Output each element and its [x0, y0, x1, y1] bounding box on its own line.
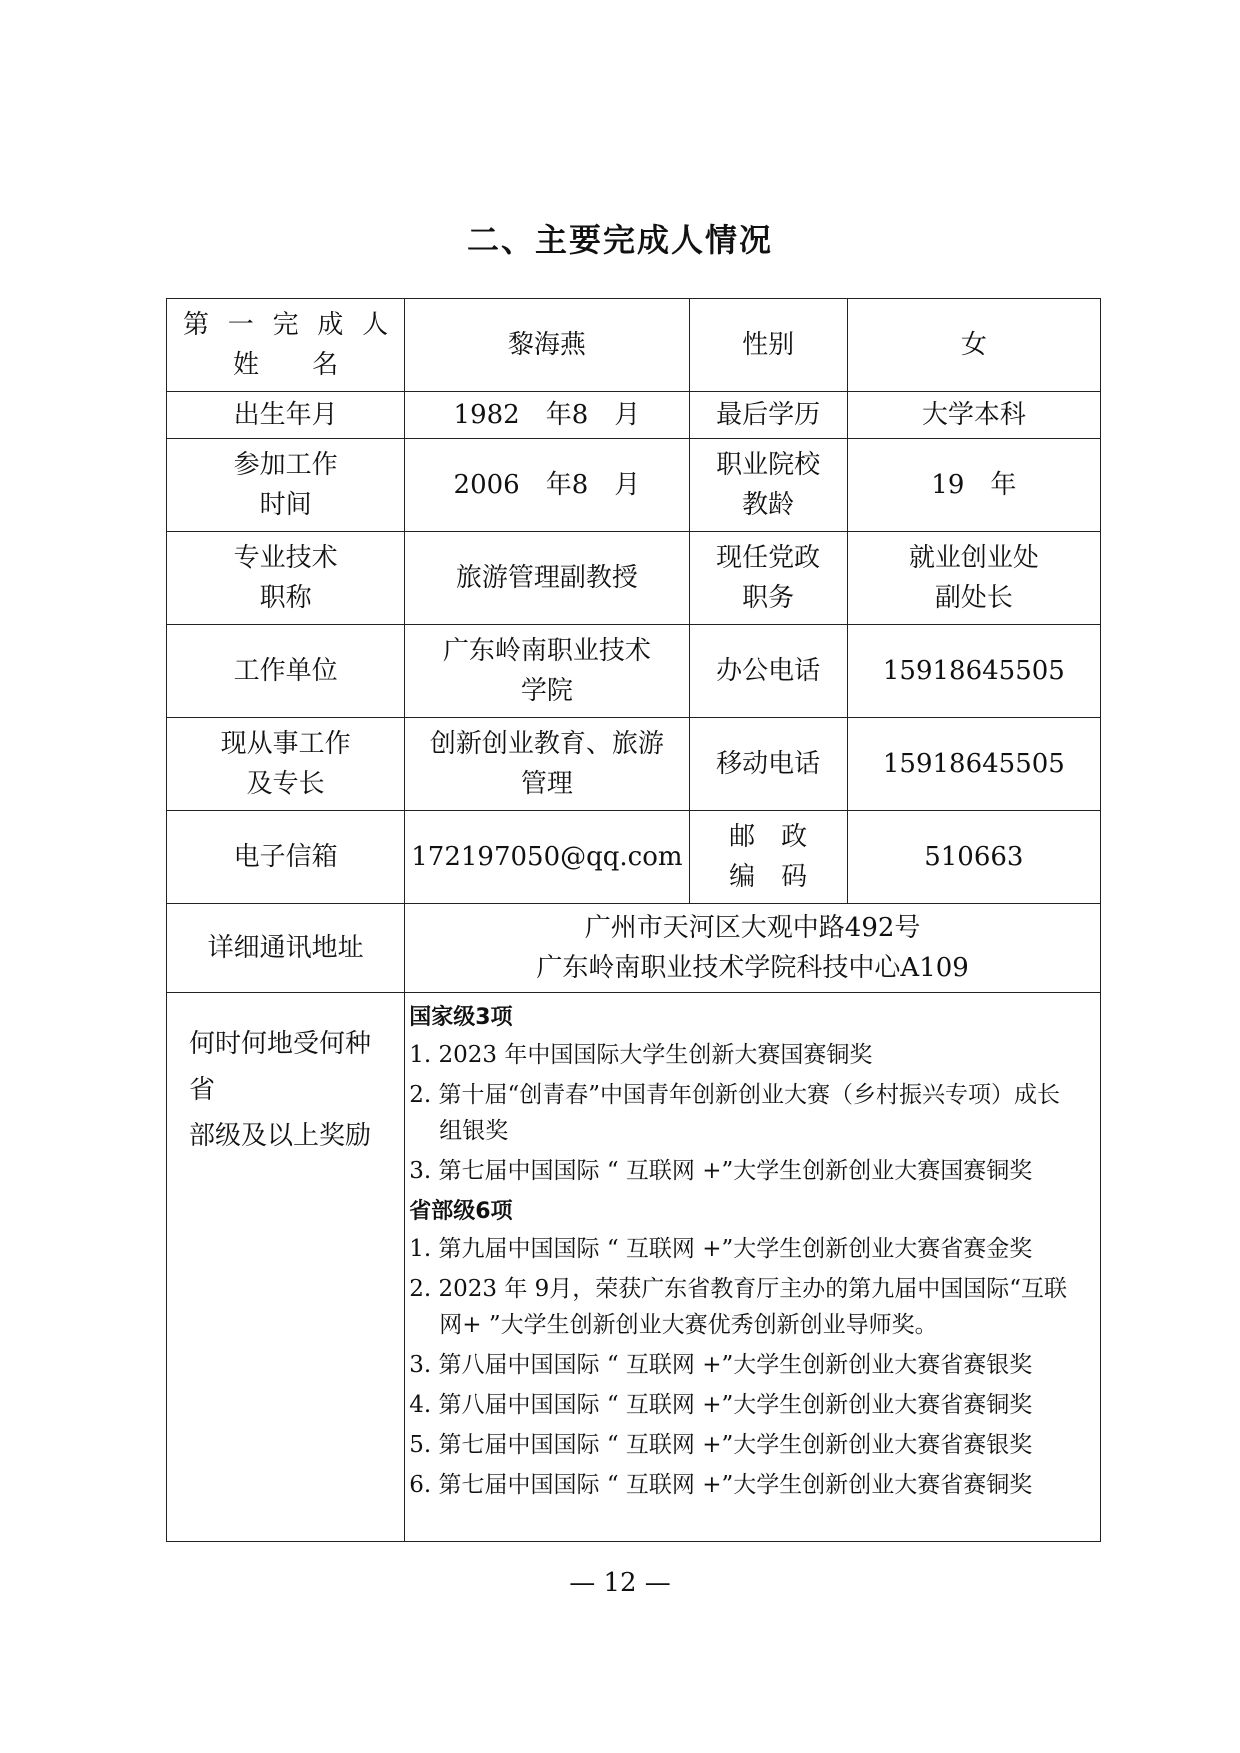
- office-phone-label: 办公电话: [689, 625, 847, 718]
- table-row: [167, 439, 1101, 532]
- list-item: 4. 第八届中国国际 “ 互联网 +”大学生创新创业大赛省赛铜奖: [409, 1392, 1033, 1418]
- list-item: 3. 第八届中国国际 “ 互联网 +”大学生创新创业大赛省赛银奖: [409, 1352, 1033, 1378]
- page-number: — 12 —: [569, 1568, 671, 1598]
- table-row: [167, 625, 1101, 718]
- list-item: 5. 第七届中国国际 “ 互联网 +”大学生创新创业大赛省赛银奖: [409, 1432, 1033, 1458]
- gender-label: 性别: [689, 299, 847, 392]
- education-value: 大学本科: [847, 392, 1100, 439]
- teaching-years-value: 19 年: [847, 439, 1100, 532]
- position-value: 就业创业处 副处长: [847, 532, 1100, 625]
- table-row: [167, 811, 1101, 904]
- list-item: 1. 第九届中国国际 “ 互联网 +”大学生创新创业大赛省赛金奖: [409, 1236, 1033, 1262]
- provincial-awards-header: 省部级6项: [409, 1199, 513, 1224]
- table-row: [167, 299, 1101, 392]
- list-item: 2. 2023 年 9月，荣获广东省教育厅主办的第九届中国国际“互联网+ ”大学生创新创业大赛优秀创新创业导师奖。: [409, 1276, 1068, 1338]
- name-value: 黎海燕: [405, 299, 689, 392]
- postcode-value: 510663: [847, 811, 1100, 904]
- awards-label: 何时何地受何种 省 部级及以上奖励: [167, 993, 405, 1542]
- mobile-phone-label: 移动电话: [689, 718, 847, 811]
- list-item: 2. 第十届“创青春”中国青年创新创业大赛（乡村振兴专项）成长组银奖: [409, 1082, 1061, 1144]
- awards-list: [405, 993, 1101, 1542]
- gender-value: 女: [847, 299, 1100, 392]
- email-label: 电子信箱: [167, 811, 405, 904]
- mobile-phone-value: 15918645505: [847, 718, 1100, 811]
- work-start-value: 2006 年8 月: [405, 439, 689, 532]
- birth-label: 出生年月: [167, 392, 405, 439]
- personal-info-table: [166, 298, 1101, 1542]
- list-item: 1. 2023 年中国国际大学生创新大赛国赛铜奖: [409, 1042, 873, 1068]
- birth-value: 1982 年8 月: [405, 392, 689, 439]
- address-value: 广州市天河区大观中路492号 广东岭南职业技术学院科技中心A109: [405, 904, 1101, 993]
- table-row: [167, 718, 1101, 811]
- education-label: 最后学历: [689, 392, 847, 439]
- professional-title-label: 专业技术 职称: [167, 532, 405, 625]
- position-label: 现任党政 职务: [689, 532, 847, 625]
- employer-value: 广东岭南职业技术 学院: [405, 625, 689, 718]
- table-row: [167, 904, 1101, 993]
- table-row: [167, 532, 1101, 625]
- professional-title-value: 旅游管理副教授: [405, 532, 689, 625]
- table-row: [167, 993, 1101, 1542]
- work-start-label: 参加工作 时间: [167, 439, 405, 532]
- address-label: 详细通讯地址: [167, 904, 405, 993]
- employer-label: 工作单位: [167, 625, 405, 718]
- email-value: 172197050@qq.com: [405, 811, 689, 904]
- list-item: 6. 第七届中国国际 “ 互联网 +”大学生创新创业大赛省赛铜奖: [409, 1472, 1033, 1498]
- name-label: 第 一 完 成 人 姓 名: [167, 299, 405, 392]
- list-item: 3. 第七届中国国际 “ 互联网 +”大学生创新创业大赛国赛铜奖: [409, 1158, 1033, 1184]
- page-title: 二、主要完成人情况: [466, 221, 773, 259]
- expertise-label: 现从事工作 及专长: [167, 718, 405, 811]
- national-awards-header: 国家级3项: [409, 1005, 513, 1030]
- expertise-value: 创新创业教育、旅游 管理: [405, 718, 689, 811]
- table-row: [167, 392, 1101, 439]
- teaching-years-label: 职业院校 教龄: [689, 439, 847, 532]
- office-phone-value: 15918645505: [847, 625, 1100, 718]
- postcode-label: 邮 政 编 码: [689, 811, 847, 904]
